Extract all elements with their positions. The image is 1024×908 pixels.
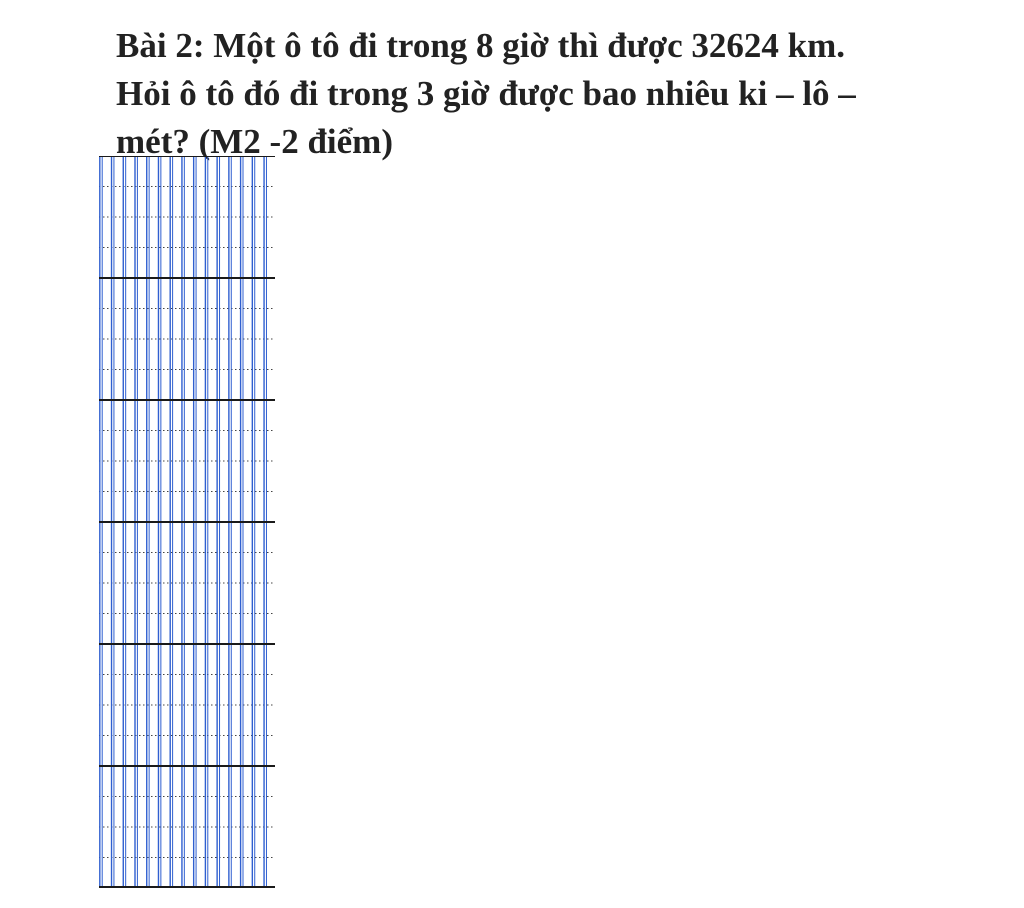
- problem-statement: [116, 22, 996, 166]
- problem-line-3: mét? (M2 -2 điểm): [116, 122, 393, 161]
- handwriting-grid[interactable]: [99, 156, 275, 888]
- problem-line-1: Bài 2: Một ô tô đi trong 8 giờ thì được 32624 km.: [116, 26, 845, 65]
- handwriting-grid-lines: [99, 156, 275, 888]
- problem-line-2: Hỏi ô tô đó đi trong 3 giờ được bao nhiêu ki – lô –: [116, 74, 856, 113]
